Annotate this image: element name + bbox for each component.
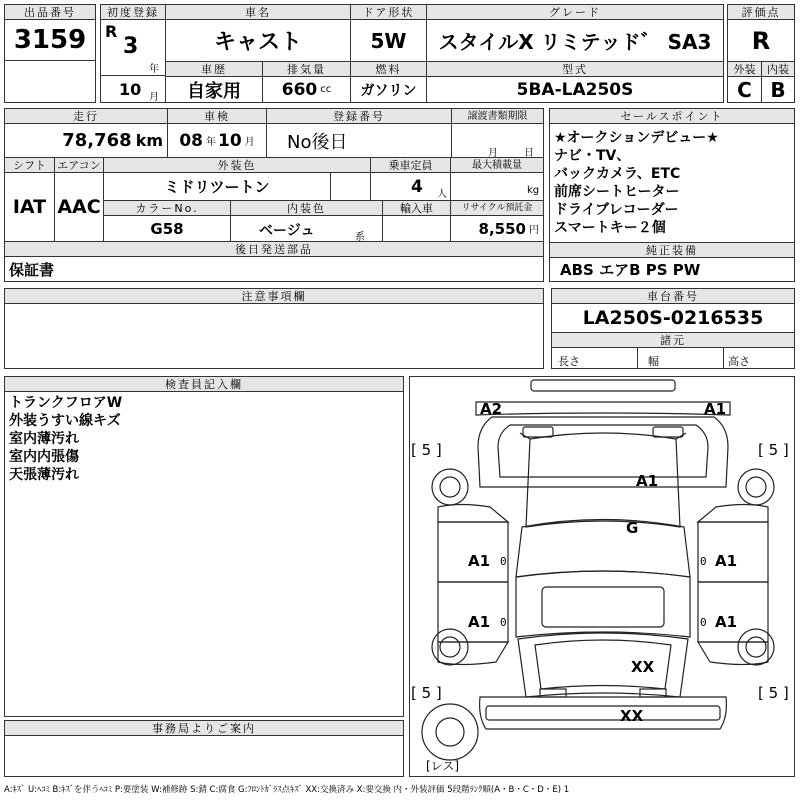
- tire-front-right: [ 5 ]: [758, 441, 789, 459]
- minor-mark-lr: 0: [500, 616, 507, 629]
- transfer-deadline-header: 譲渡書類期限: [451, 108, 544, 124]
- damage-mark-a1-right-front-door: A1: [715, 552, 738, 570]
- lot-number-blank: [4, 60, 96, 103]
- transfer-day-unit: 日: [524, 148, 534, 158]
- fuel: ガソリン: [350, 76, 427, 103]
- interior-grade: B: [761, 76, 795, 103]
- color-no-header: カラーNo.: [103, 200, 231, 216]
- inspection-month-unit: 月: [244, 137, 255, 148]
- spec-width: 幅: [637, 347, 724, 369]
- score: R: [727, 19, 795, 62]
- sales-point-line: 前席シートヒーター: [554, 184, 680, 200]
- spare-tire: [レス]: [426, 759, 460, 773]
- damage-mark-a1-right-rear-door: A1: [715, 613, 738, 631]
- chassis-number: LA250S-0216535: [551, 303, 795, 333]
- car-outline: [410, 377, 796, 778]
- fuel-header: 燃料: [350, 61, 427, 77]
- office-area: [4, 735, 404, 777]
- history: 自家用: [165, 76, 263, 103]
- car-name: キャスト: [165, 19, 351, 62]
- capacity-cell: [370, 172, 451, 201]
- reg-month: 10: [119, 80, 142, 99]
- door-type: 5W: [350, 19, 427, 62]
- car-name-header: 車名: [165, 4, 351, 20]
- inspector-line: 室内薄汚れ: [9, 431, 79, 447]
- recycle-cell: [450, 215, 544, 242]
- shift: IAT: [4, 172, 55, 242]
- inspector-line: 室内内張傷: [9, 449, 79, 465]
- inspector-line: 外装うすい線キズ: [9, 413, 121, 429]
- equipment-header: 純正装備: [549, 242, 795, 258]
- lot-number-header: 出品番号: [4, 4, 96, 20]
- interior-color: ベージュ: [259, 223, 315, 239]
- interior-color-header: 内装色: [230, 200, 383, 216]
- first-registration-year: [100, 19, 166, 76]
- inspection-cell: [167, 123, 267, 158]
- damage-mark-a1-front-right: A1: [704, 400, 727, 418]
- inspector-notes: [4, 391, 404, 717]
- equipment: ABS エアB PS PW: [549, 257, 795, 282]
- shift-header: シフト: [4, 157, 55, 173]
- inspector-line: トランクフロアW: [9, 395, 123, 411]
- chassis-header: 車台番号: [551, 288, 795, 304]
- displacement: 660: [281, 79, 318, 100]
- grade: スタイルX リミテッド゛ SA3: [426, 19, 724, 62]
- transfer-deadline: [451, 123, 544, 158]
- damage-mark-a1-left-front-door: A1: [468, 552, 491, 570]
- sales-point-line: ドライブレコーダー: [554, 202, 679, 218]
- exterior-color-header: 外装色: [103, 157, 371, 173]
- sales-points: [549, 123, 795, 243]
- color-number: G58: [103, 215, 231, 242]
- sales-point-line: バックカメラ、ETC: [554, 166, 681, 182]
- mileage-header: 走行: [4, 108, 168, 124]
- spec-height: 高さ: [723, 347, 795, 369]
- month-unit: 月: [149, 92, 159, 103]
- notes-area: [4, 303, 544, 369]
- history-header: 車歴: [165, 61, 263, 77]
- inspector-header: 検査員記入欄: [4, 376, 404, 392]
- minor-mark-rr: 0: [700, 616, 707, 629]
- import-header: 輸入車: [382, 200, 451, 216]
- inspector-line: 天張薄汚れ: [9, 467, 79, 483]
- reg-year: 3: [123, 34, 139, 59]
- inspection-diagram: [409, 376, 795, 777]
- specs-header: 諸元: [551, 332, 795, 348]
- damage-mark-a1-windshield: A1: [636, 472, 659, 490]
- score-header: 評価点: [727, 4, 795, 20]
- first-registration-header: 初度登録: [100, 4, 166, 20]
- registration-number: No後日: [266, 123, 452, 158]
- sales-point-line: ★オークションデビュー★: [554, 130, 719, 146]
- capacity-unit: 人: [437, 189, 447, 200]
- tire-rear-right: [ 5 ]: [758, 684, 789, 702]
- first-registration-month: [100, 75, 166, 103]
- damage-mark-g-windshield: G: [626, 519, 639, 537]
- legend: A:ｷｽﾞ U:ﾍｺﾐ B:ｷｽﾞを伴うﾍｺﾐ P:要塗装 W:補修跡 S:錆 C:腐食 G:ﾌﾛﾝﾄｶﾞﾗｽ点ｷｽﾞ XX:交換済み X:要交換 内・外装評価 5段階ﾗﾝｸ順(A・B・C・D・E) 1: [4, 785, 570, 795]
- model: 5BA-LA250S: [426, 76, 724, 103]
- import-cell: [382, 215, 451, 242]
- later-parts-header: 後日発送部品: [4, 241, 544, 257]
- inspection-header: 車検: [167, 108, 267, 124]
- grade-header: グレード: [426, 4, 724, 20]
- sales-point-line: スマートキー２個: [554, 220, 666, 236]
- recycle-amount: 8,550: [478, 219, 526, 238]
- inspection-year: 08: [179, 130, 203, 151]
- inspection-year-unit: 年: [206, 137, 216, 148]
- interior-color-cell: [230, 215, 383, 242]
- capacity: 4: [411, 177, 423, 197]
- mileage-unit: km: [135, 131, 163, 150]
- air-conditioner: AAC: [54, 172, 104, 242]
- damage-mark-xx-rear: XX: [620, 707, 644, 725]
- displacement-header: 排気量: [262, 61, 351, 77]
- office-header: 事務局よりご案内: [4, 720, 404, 736]
- max-load-header: 最大積載量: [450, 157, 544, 173]
- damage-mark-xx-roof: XX: [631, 658, 655, 676]
- mileage: 78,768: [62, 130, 132, 151]
- max-load-unit: kg: [527, 185, 540, 196]
- capacity-header: 乗車定員: [370, 157, 451, 173]
- ac-header: エアコン: [54, 157, 104, 173]
- notes-header: 注意事項欄: [4, 288, 544, 304]
- year-unit: 年: [149, 64, 159, 75]
- damage-mark-a1-left-rear-door: A1: [468, 613, 491, 631]
- interior-color-unit: 系: [355, 232, 365, 242]
- minor-mark-lf: 0: [500, 555, 507, 568]
- exterior-grade: C: [727, 76, 762, 103]
- lot-number: 3159: [4, 19, 96, 61]
- tire-front-left: [ 5 ]: [411, 441, 442, 459]
- sales-point-line: ナビ・TV、: [554, 148, 631, 164]
- transfer-month-unit: 月: [488, 148, 498, 158]
- tire-rear-left: [ 5 ]: [411, 684, 442, 702]
- later-parts: 保証書: [4, 256, 544, 282]
- exterior-color-blank: [330, 172, 371, 201]
- displacement-unit: cc: [320, 84, 332, 95]
- max-load-cell: [450, 172, 544, 201]
- exterior-grade-header: 外装: [727, 61, 762, 77]
- exterior-color: ミドリツートン: [103, 172, 331, 201]
- damage-mark-a2-front-left: A2: [480, 400, 503, 418]
- mileage-cell: [4, 123, 168, 158]
- minor-mark-rf: 0: [700, 555, 707, 568]
- displacement-cell: [262, 76, 351, 103]
- model-header: 型式: [426, 61, 724, 77]
- door-header: ドア形状: [350, 4, 427, 20]
- inspection-month: 10: [218, 130, 242, 151]
- era: R: [105, 22, 118, 41]
- registration-header: 登録番号: [266, 108, 452, 124]
- interior-grade-header: 内装: [761, 61, 795, 77]
- recycle-header: リサイクル預託金: [450, 200, 544, 216]
- sales-points-header: セールスポイント: [549, 108, 795, 124]
- spec-length: 長さ: [551, 347, 638, 369]
- recycle-unit: 円: [529, 225, 539, 236]
